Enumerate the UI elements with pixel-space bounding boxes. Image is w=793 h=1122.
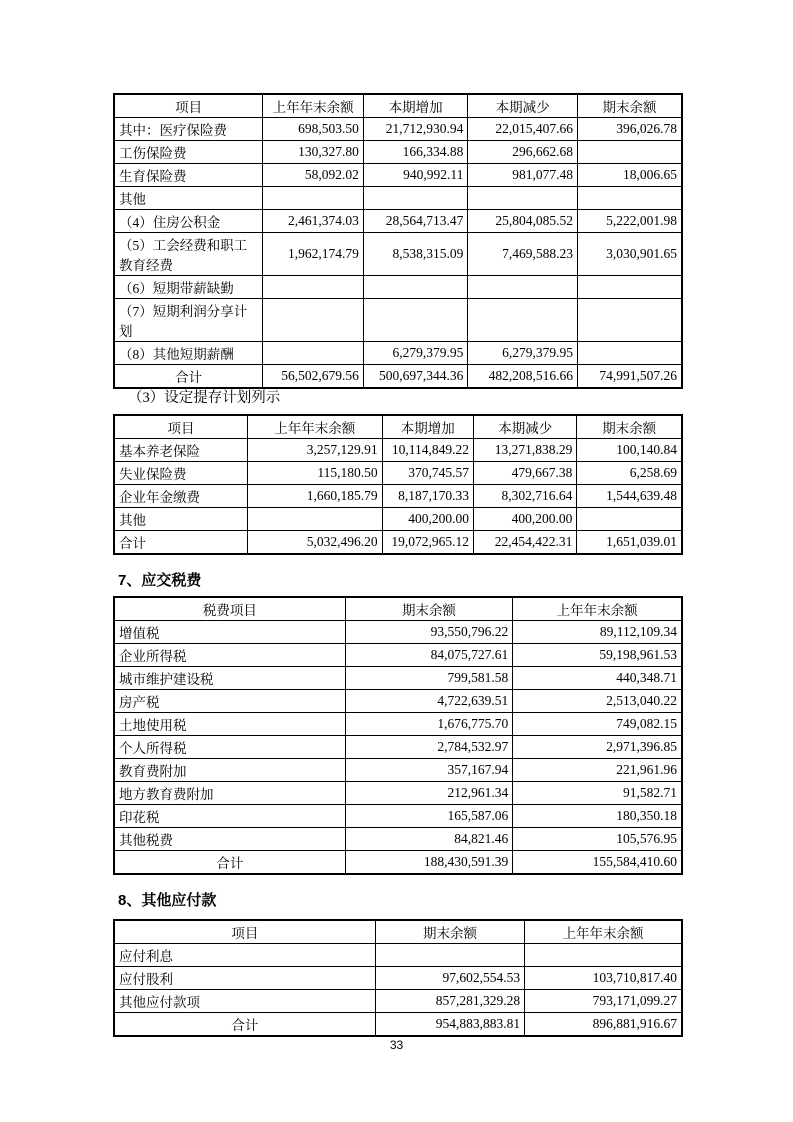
cell-value: 58,092.02 — [263, 164, 364, 187]
cell-value: 115,180.50 — [247, 462, 382, 485]
other-payables-table — [113, 919, 683, 1037]
cell-value: 1,651,039.01 — [577, 531, 682, 555]
defined-contribution-plan-table — [113, 414, 683, 555]
row-label: 合计 — [114, 851, 345, 875]
column-header: 项目 — [114, 94, 263, 118]
cell-value — [263, 299, 364, 342]
cell-value — [468, 299, 578, 342]
table-row — [114, 141, 682, 164]
cell-value: 166,334.88 — [363, 141, 468, 164]
row-label: 个人所得税 — [114, 736, 345, 759]
cell-value: 74,991,507.26 — [577, 365, 682, 389]
table-row — [114, 187, 682, 210]
table-row — [114, 462, 682, 485]
cell-value: 13,271,838.29 — [474, 439, 577, 462]
cell-value: 28,564,713.47 — [363, 210, 468, 233]
page-number: 33 — [389, 1038, 404, 1052]
column-header: 税费项目 — [114, 597, 345, 621]
table-row — [114, 164, 682, 187]
cell-value: 56,502,679.56 — [263, 365, 364, 389]
column-header: 本期减少 — [468, 94, 578, 118]
column-header: 本期增加 — [363, 94, 468, 118]
cell-value: 2,461,374.03 — [263, 210, 364, 233]
table-header-row — [114, 920, 682, 944]
row-label: 其他 — [114, 187, 263, 210]
cell-value: 500,697,344.36 — [363, 365, 468, 389]
cell-value: 698,503.50 — [263, 118, 364, 141]
cell-value: 396,026.78 — [577, 118, 682, 141]
cell-value: 103,710,817.40 — [525, 967, 682, 990]
column-header: 期末余额 — [375, 920, 524, 944]
cell-value: 105,576.95 — [513, 828, 682, 851]
column-header: 项目 — [114, 415, 247, 439]
row-label: 教育费附加 — [114, 759, 345, 782]
table-row — [114, 276, 682, 299]
cell-value — [577, 276, 682, 299]
section-heading-other-payables: 8、其他应付款 — [118, 892, 217, 909]
row-label: 基本养老保险 — [114, 439, 247, 462]
cell-value: 91,582.71 — [513, 782, 682, 805]
cell-value: 10,114,849.22 — [382, 439, 473, 462]
cell-value — [363, 276, 468, 299]
cell-value — [577, 508, 682, 531]
cell-value — [263, 276, 364, 299]
table-row — [114, 233, 682, 276]
table-row — [114, 805, 682, 828]
row-label: 其中：医疗保险费 — [114, 118, 263, 141]
table-row — [114, 736, 682, 759]
cell-value: 21,712,930.94 — [363, 118, 468, 141]
row-label: 企业年金缴费 — [114, 485, 247, 508]
cell-value: 400,200.00 — [382, 508, 473, 531]
table-row — [114, 508, 682, 531]
cell-value: 6,279,379.95 — [468, 342, 578, 365]
table-header-row — [114, 415, 682, 439]
cell-value — [577, 187, 682, 210]
cell-value: 440,348.71 — [513, 667, 682, 690]
column-header: 项目 — [114, 920, 375, 944]
row-label: 合计 — [114, 365, 263, 389]
cell-value — [577, 299, 682, 342]
cell-value: 165,587.06 — [345, 805, 513, 828]
table-row — [114, 944, 682, 967]
column-header: 期末余额 — [345, 597, 513, 621]
table-row — [114, 967, 682, 990]
table-row — [114, 851, 682, 875]
column-header: 本期减少 — [474, 415, 577, 439]
table-row — [114, 713, 682, 736]
cell-value: 100,140.84 — [577, 439, 682, 462]
cell-value: 25,804,085.52 — [468, 210, 578, 233]
cell-value: 188,430,591.39 — [345, 851, 513, 875]
cell-value: 8,302,716.64 — [474, 485, 577, 508]
cell-value: 93,550,796.22 — [345, 621, 513, 644]
cell-value: 940,992.11 — [363, 164, 468, 187]
cell-value: 749,082.15 — [513, 713, 682, 736]
column-header: 期末余额 — [577, 415, 682, 439]
row-label: 土地使用税 — [114, 713, 345, 736]
cell-value — [375, 944, 524, 967]
cell-value: 1,660,185.79 — [247, 485, 382, 508]
cell-value: 7,469,588.23 — [468, 233, 578, 276]
cell-value — [363, 299, 468, 342]
cell-value — [263, 187, 364, 210]
table-row — [114, 1013, 682, 1037]
table-row — [114, 365, 682, 389]
cell-value: 59,198,961.53 — [513, 644, 682, 667]
table-row — [114, 439, 682, 462]
row-label: （4）住房公积金 — [114, 210, 263, 233]
cell-value: 357,167.94 — [345, 759, 513, 782]
column-header: 本期增加 — [382, 415, 473, 439]
table-header-row — [114, 94, 682, 118]
cell-value: 212,961.34 — [345, 782, 513, 805]
table-row — [114, 667, 682, 690]
cell-value: 793,171,099.27 — [525, 990, 682, 1013]
cell-value — [525, 944, 682, 967]
cell-value: 84,821.46 — [345, 828, 513, 851]
cell-value: 4,722,639.51 — [345, 690, 513, 713]
cell-value: 799,581.58 — [345, 667, 513, 690]
row-label: 印花税 — [114, 805, 345, 828]
table-row — [114, 644, 682, 667]
cell-value: 400,200.00 — [474, 508, 577, 531]
table-row — [114, 990, 682, 1013]
cell-value: 3,257,129.91 — [247, 439, 382, 462]
cell-value: 97,602,554.53 — [375, 967, 524, 990]
row-label: 其他 — [114, 508, 247, 531]
column-header: 上年年末余额 — [513, 597, 682, 621]
cell-value: 6,258.69 — [577, 462, 682, 485]
cell-value: 89,112,109.34 — [513, 621, 682, 644]
row-label: （5）工会经费和职工教育经费 — [114, 233, 263, 276]
row-label: 地方教育费附加 — [114, 782, 345, 805]
row-label: 失业保险费 — [114, 462, 247, 485]
column-header: 上年年末余额 — [525, 920, 682, 944]
column-header: 期末余额 — [577, 94, 682, 118]
cell-value: 1,962,174.79 — [263, 233, 364, 276]
cell-value — [263, 342, 364, 365]
row-label: 其他税费 — [114, 828, 345, 851]
table-row — [114, 759, 682, 782]
cell-value: 2,784,532.97 — [345, 736, 513, 759]
cell-value: 1,544,639.48 — [577, 485, 682, 508]
cell-value: 5,222,001.98 — [577, 210, 682, 233]
cell-value: 981,077.48 — [468, 164, 578, 187]
table-row — [114, 828, 682, 851]
row-label: 工伤保险费 — [114, 141, 263, 164]
cell-value: 18,006.65 — [577, 164, 682, 187]
cell-value: 8,538,315.09 — [363, 233, 468, 276]
cell-value: 370,745.57 — [382, 462, 473, 485]
cell-value: 130,327.80 — [263, 141, 364, 164]
taxes-payable-table — [113, 596, 683, 875]
row-label: 房产税 — [114, 690, 345, 713]
table-row — [114, 210, 682, 233]
row-label: 合计 — [114, 1013, 375, 1037]
row-label: （7）短期利润分享计划 — [114, 299, 263, 342]
employee-benefits-table — [113, 93, 683, 389]
row-label: 应付股利 — [114, 967, 375, 990]
cell-value: 6,279,379.95 — [363, 342, 468, 365]
table-row — [114, 531, 682, 555]
cell-value: 1,676,775.70 — [345, 713, 513, 736]
cell-value — [577, 342, 682, 365]
table-row — [114, 621, 682, 644]
cell-value: 954,883,883.81 — [375, 1013, 524, 1037]
cell-value — [363, 187, 468, 210]
cell-value: 479,667.38 — [474, 462, 577, 485]
table-row — [114, 485, 682, 508]
cell-value — [577, 141, 682, 164]
table-header-row — [114, 597, 682, 621]
cell-value: 84,075,727.61 — [345, 644, 513, 667]
row-label: 其他应付款项 — [114, 990, 375, 1013]
column-header: 上年年末余额 — [247, 415, 382, 439]
table-row — [114, 690, 682, 713]
cell-value: 22,015,407.66 — [468, 118, 578, 141]
row-label: 城市维护建设税 — [114, 667, 345, 690]
row-label: （6）短期带薪缺勤 — [114, 276, 263, 299]
cell-value: 221,961.96 — [513, 759, 682, 782]
section-heading-taxes-payable: 7、应交税费 — [118, 572, 202, 589]
section-heading-defined-contribution: （3）设定提存计划列示 — [128, 390, 281, 406]
table-row — [114, 342, 682, 365]
cell-value: 2,513,040.22 — [513, 690, 682, 713]
cell-value: 3,030,901.65 — [577, 233, 682, 276]
cell-value: 296,662.68 — [468, 141, 578, 164]
cell-value: 896,881,916.67 — [525, 1013, 682, 1037]
cell-value: 19,072,965.12 — [382, 531, 473, 555]
table-row — [114, 299, 682, 342]
row-label: 合计 — [114, 531, 247, 555]
cell-value — [468, 187, 578, 210]
cell-value: 857,281,329.28 — [375, 990, 524, 1013]
column-header: 上年年末余额 — [263, 94, 364, 118]
cell-value: 8,187,170.33 — [382, 485, 473, 508]
cell-value: 22,454,422.31 — [474, 531, 577, 555]
cell-value — [468, 276, 578, 299]
row-label: 增值税 — [114, 621, 345, 644]
row-label: 生育保险费 — [114, 164, 263, 187]
cell-value: 5,032,496.20 — [247, 531, 382, 555]
row-label: 应付利息 — [114, 944, 375, 967]
cell-value: 180,350.18 — [513, 805, 682, 828]
cell-value: 155,584,410.60 — [513, 851, 682, 875]
cell-value: 2,971,396.85 — [513, 736, 682, 759]
row-label: 企业所得税 — [114, 644, 345, 667]
cell-value: 482,208,516.66 — [468, 365, 578, 389]
table-row — [114, 118, 682, 141]
table-row — [114, 782, 682, 805]
row-label: （8）其他短期薪酬 — [114, 342, 263, 365]
cell-value — [247, 508, 382, 531]
